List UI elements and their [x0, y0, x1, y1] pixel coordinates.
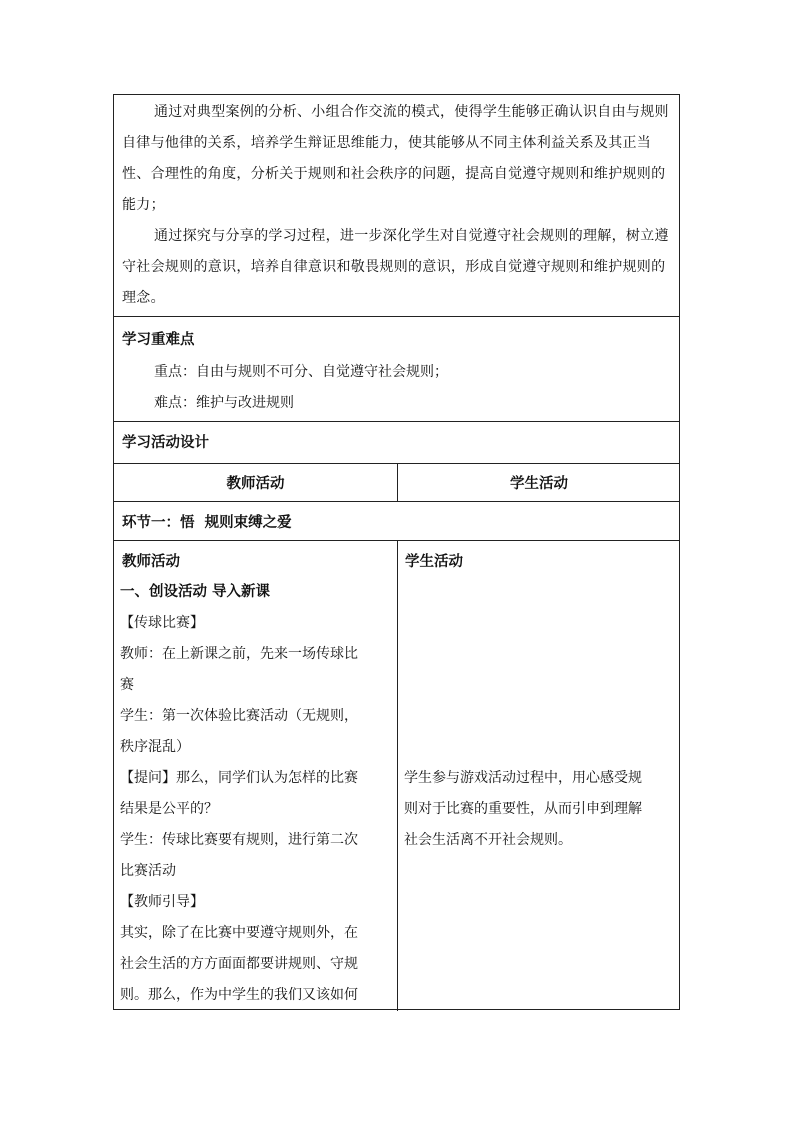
teacher-activity-body: [120, 577, 394, 1011]
teacher-line: 学生：第一次体验比赛活动（无规则，: [120, 708, 358, 724]
teacher-line: 其实，除了在比赛中要遵守规则外，在: [120, 925, 358, 941]
student-line: 学生参与游戏活动过程中，用心感受规: [404, 770, 642, 786]
student-line: 社会生活离不开社会规则。: [404, 832, 572, 848]
teacher-activity-heading: 教师活动: [122, 554, 180, 570]
teacher-line: 社会生活的方方面面都要讲规则、守规: [120, 956, 358, 972]
student-activity-body: [404, 763, 676, 856]
teacher-line: 【教师引导】: [120, 894, 204, 910]
objectives-paragraph-1: 通过对典型案例的分析、小组合作交流的模式，使得学生能够正确认识自由与规则自律与他律的关系，培养学生辩证思维能力，使其能够从不同主体利益关系及其正当性、合理性的角度，分析关于规则和社会秩序的问题，提高自觉遵守规则和维护规则的能力；: [122, 104, 669, 213]
teacher-line: 教师：在上新课之前，先来一场传球比: [120, 646, 358, 662]
column-header-teacher: 教师活动: [226, 476, 285, 492]
section-1-title: 环节一：悟 规则束缚之爱: [122, 515, 292, 531]
key-point-focus: 重点：自由与规则不可分、自觉遵守社会规则；: [154, 364, 448, 380]
student-activity-heading: 学生活动: [405, 554, 463, 570]
objectives-paragraph-2: 通过探究与分享的学习过程，进一步深化学生对自觉遵守社会规则的理解，树立遵守社会规则的意识，培养自律意识和敬畏规则的意识，形成自觉遵守规则和维护规则的理念。: [122, 228, 669, 306]
teacher-line: 【提问】那么，同学们认为怎样的比赛: [120, 770, 358, 786]
column-header-student: 学生活动: [510, 476, 568, 492]
teacher-line: 秩序混乱）: [120, 739, 190, 755]
column-divider: [397, 540, 398, 1011]
teacher-line: 比赛活动: [120, 863, 176, 879]
teacher-line: 则。那么，作为中学生的我们又该如何: [120, 987, 358, 1003]
teacher-line: 结果是公平的？: [120, 801, 218, 817]
key-point-difficulty: 难点：维护与改进规则: [154, 395, 294, 411]
teacher-line: 学生：传球比赛要有规则，进行第二次: [120, 832, 358, 848]
row-divider: [114, 421, 679, 422]
activity-design-heading: 学习活动设计: [122, 435, 209, 451]
teacher-line: 一、创设活动 导入新课: [120, 584, 271, 600]
teacher-line: 【传球比赛】: [120, 615, 204, 631]
lesson-plan-table: [113, 94, 680, 1010]
column-divider: [397, 463, 398, 501]
row-divider: [114, 501, 679, 502]
teacher-line: 赛: [120, 677, 134, 693]
row-divider: [114, 316, 679, 317]
key-points-heading: 学习重难点: [122, 332, 195, 348]
student-line: 则对于比赛的重要性，从而引申到理解: [404, 801, 642, 817]
